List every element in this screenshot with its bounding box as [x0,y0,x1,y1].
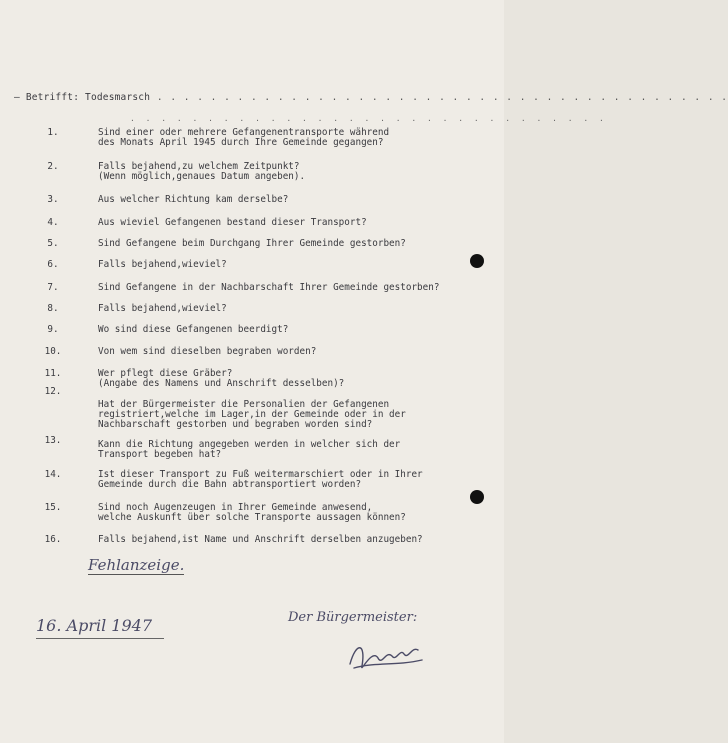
subject-line [14,92,728,103]
question-number: 4. [47,217,59,228]
question-text: Kann die Richtung angegeben werden in welcher sich der Transport begeben hat? [98,439,401,460]
question-number: 15. [44,502,62,513]
question-number: 12. [44,386,62,397]
question-number: 3. [47,194,59,205]
date-underline [36,638,164,639]
punch-hole [470,490,484,504]
question-text: Sind Gefangene in der Nachbarschaft Ihrer Gemeinde gestorben? [98,282,440,293]
handwritten-date: 16. April 1947 [36,616,153,635]
question-text: Aus wieviel Gefangenen bestand dieser Transport? [98,217,367,228]
question-number: 11. [44,368,62,379]
punch-hole [470,254,484,268]
question-number: 6. [47,259,59,270]
mayor-title: Der Bürgermeister: [288,610,418,625]
question-text: Falls bejahend,ist Name und Anschrift derselben anzugeben? [98,534,423,545]
handwritten-answer: Fehlanzeige. [88,556,185,574]
question-text: Falls bejahend,zu welchem Zeitpunkt? (Wenn möglich,genaues Datum angeben). [98,161,306,182]
question-number: 2. [47,161,59,172]
question-text: Hat der Bürgermeister die Personalien der Gefangenen registriert,welche im Lager,in der Gemeinde oder in der Nachbarschaft gestorben und begraben worden sind? [98,399,406,430]
question-text: Falls bejahend,wieviel? [98,259,227,270]
question-text: Sind Gefangene beim Durchgang Ihrer Gemeinde gestorben? [98,238,406,249]
question-number: 5. [47,238,59,249]
dotted-leader-second: . . . . . . . . . . . . . . . . . . . . . . . . . . . . . . . [130,114,607,123]
question-text: Sind einer oder mehrere Gefangenentransporte während des Monats April 1945 durch Ihre Gemeinde gegangen? [98,127,390,148]
question-number: 10. [44,346,62,357]
question-text: Wer pflegt diese Gräber? (Angabe des Namens und Anschrift desselben)? [98,368,345,389]
question-number: 14. [44,469,62,480]
question-number: 13. [44,435,62,446]
signature-icon [346,636,426,676]
subject-label: — Betrifft: Todesmarsch [14,92,151,103]
question-number: 9. [47,324,59,335]
question-number: 16. [44,534,62,545]
question-text: Von wem sind dieselben begraben worden? [98,346,317,357]
question-number: 8. [47,303,59,314]
answer-underline [88,574,184,575]
question-text: Ist dieser Transport zu Fuß weitermarschiert oder in Ihrer Gemeinde durch die Bahn abtransportiert worden? [98,469,423,490]
question-text: Sind noch Augenzeugen in Ihrer Gemeinde anwesend, welche Auskunft über solche Transporte aussagen können? [98,502,406,523]
question-text: Falls bejahend,wieviel? [98,303,227,314]
dotted-leader: . . . . . . . . . . . . . . . . . . . . . . . . . . . . . . . . . . . . . . . . . . . [150,92,728,103]
question-number: 7. [47,282,59,293]
question-number: 1. [47,127,59,138]
question-text: Wo sind diese Gefangenen beerdigt? [98,324,289,335]
question-text: Aus welcher Richtung kam derselbe? [98,194,289,205]
